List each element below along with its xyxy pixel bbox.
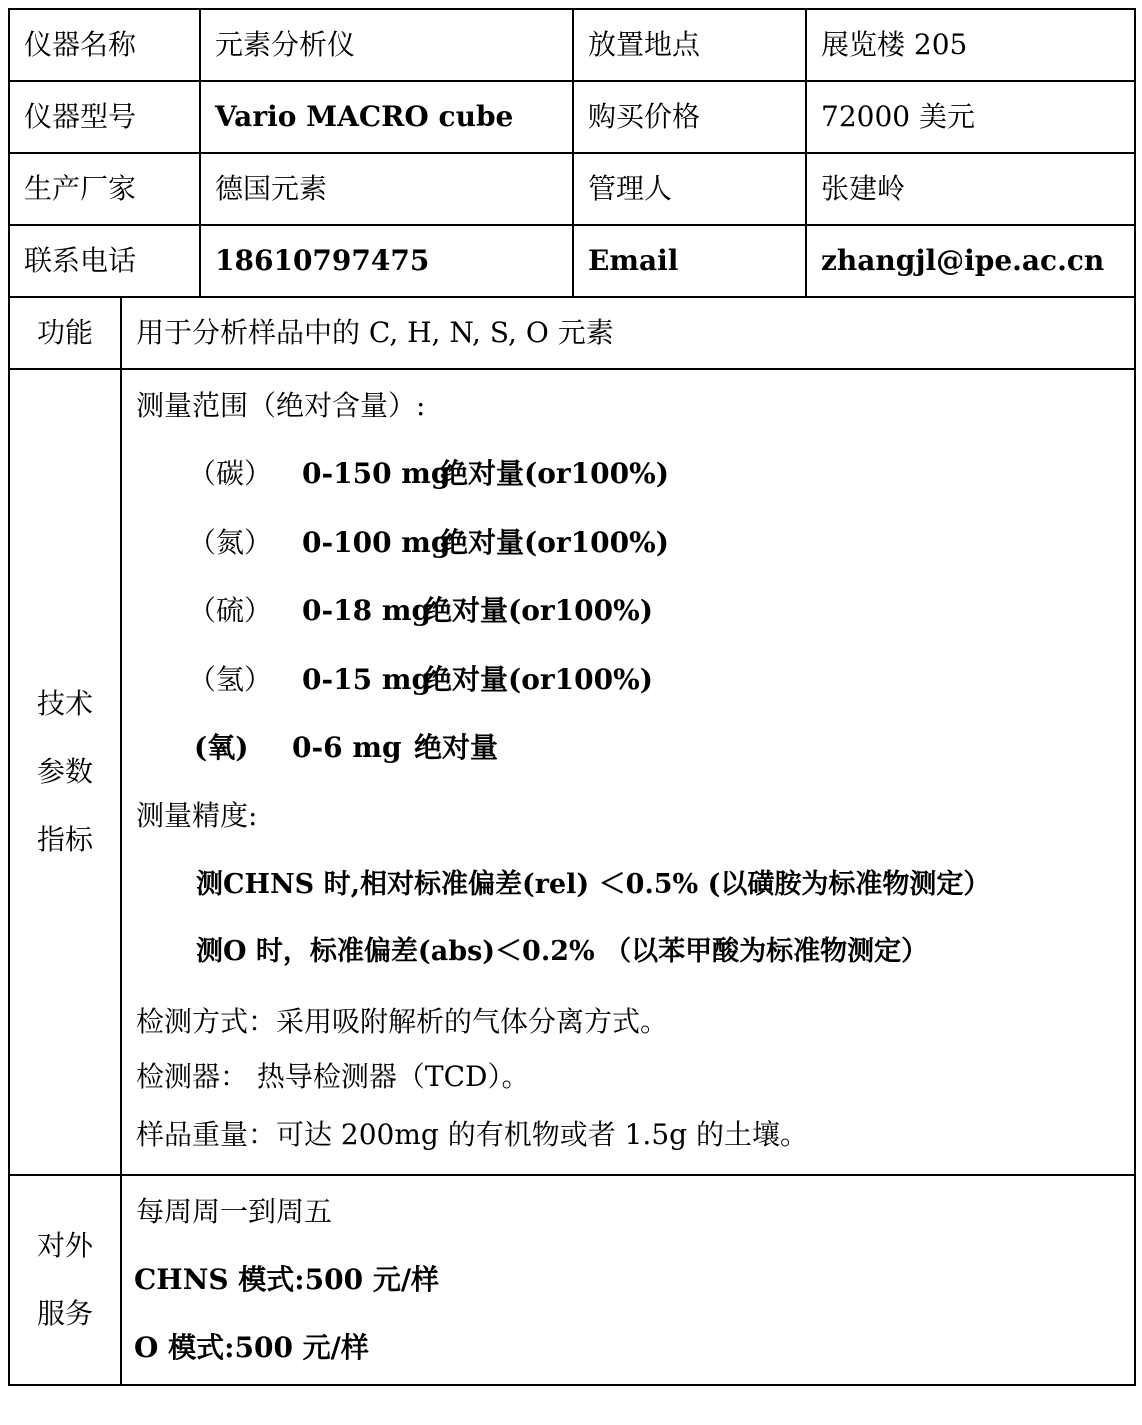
info-row-contact — [9, 225, 1135, 297]
function-row — [9, 297, 1135, 369]
service-row — [9, 1175, 1135, 1385]
range-value: 0-15 mg — [302, 663, 432, 696]
service-content — [121, 1175, 1135, 1385]
range-note: 绝对量(or100%) — [440, 457, 669, 490]
info-row-model — [9, 81, 1135, 153]
range-element: （氮） — [188, 526, 273, 559]
value-model: Vario MACRO cube — [200, 81, 573, 153]
range-value: 0-18 mg — [302, 594, 432, 627]
value-function: 用于分析样品中的 C, H, N, S, O 元素 — [121, 297, 1135, 369]
detector: 检测器： 热导检测器（TCD）。 — [136, 1060, 530, 1093]
range-element: （碳） — [188, 457, 273, 490]
range-element: （硫） — [188, 594, 273, 627]
range-element: （氢） — [188, 663, 273, 696]
value-manufacturer: 德国元素 — [200, 153, 573, 225]
label-manager: 管理人 — [573, 153, 806, 225]
value-manager: 张建岭 — [806, 153, 1135, 225]
label-email: Email — [573, 225, 806, 297]
label-specs — [9, 369, 121, 1175]
instrument-info-table — [8, 8, 1136, 1386]
label-specs-line: 指标 — [36, 823, 93, 856]
label-location: 放置地点 — [573, 9, 806, 81]
range-note: 绝对量 — [414, 731, 499, 764]
value-email: zhangjl@ipe.ac.cn — [806, 225, 1135, 297]
label-price: 购买价格 — [573, 81, 806, 153]
precision-line-o: 测O 时，标准偏差(abs)＜0.2% （以苯甲酸为标准物测定） — [196, 936, 929, 967]
label-service — [9, 1175, 121, 1385]
range-title: 测量范围（绝对含量）: — [136, 389, 426, 422]
instrument-info-document — [8, 8, 1134, 1386]
label-service-line: 服务 — [36, 1297, 93, 1330]
service-schedule: 每周周一到周五 — [136, 1195, 333, 1228]
label-manufacturer: 生产厂家 — [9, 153, 200, 225]
detection-method: 检测方式：采用吸附解析的气体分离方式。 — [136, 1005, 669, 1038]
range-value: 0-100 mg — [302, 526, 451, 559]
range-element: (氧) — [194, 731, 249, 764]
precision-line-chns: 测CHNS 时,相对标准偏差(rel) ＜0.5% (以磺胺为标准物测定） — [196, 869, 991, 900]
specs-content — [121, 369, 1135, 1175]
range-value: 0-150 mg — [302, 457, 451, 490]
value-phone: 18610797475 — [200, 225, 573, 297]
label-phone: 联系电话 — [9, 225, 200, 297]
specs-row — [9, 369, 1135, 1175]
range-note: 绝对量(or100%) — [440, 526, 669, 559]
label-specs-line: 参数 — [36, 755, 93, 788]
value-instrument-name: 元素分析仪 — [200, 9, 573, 81]
info-row-manufacturer — [9, 153, 1135, 225]
value-location: 展览楼 205 — [806, 9, 1135, 81]
range-note: 绝对量(or100%) — [424, 594, 653, 627]
label-instrument-name: 仪器名称 — [9, 9, 200, 81]
precision-title: 测量精度: — [136, 799, 258, 832]
sample-weight: 样品重量：可达 200mg 的有机物或者 1.5g 的土壤。 — [136, 1118, 808, 1151]
label-model: 仪器型号 — [9, 81, 200, 153]
label-specs-line: 技术 — [36, 687, 93, 720]
label-function: 功能 — [9, 297, 121, 369]
service-price-chns: CHNS 模式:500 元/样 — [134, 1263, 440, 1296]
range-note: 绝对量(or100%) — [424, 663, 653, 696]
label-service-line: 对外 — [36, 1229, 93, 1262]
range-value: 0-6 mg — [292, 731, 402, 764]
service-price-o: O 模式:500 元/样 — [134, 1331, 369, 1364]
info-row-name — [9, 9, 1135, 81]
value-price: 72000 美元 — [806, 81, 1135, 153]
